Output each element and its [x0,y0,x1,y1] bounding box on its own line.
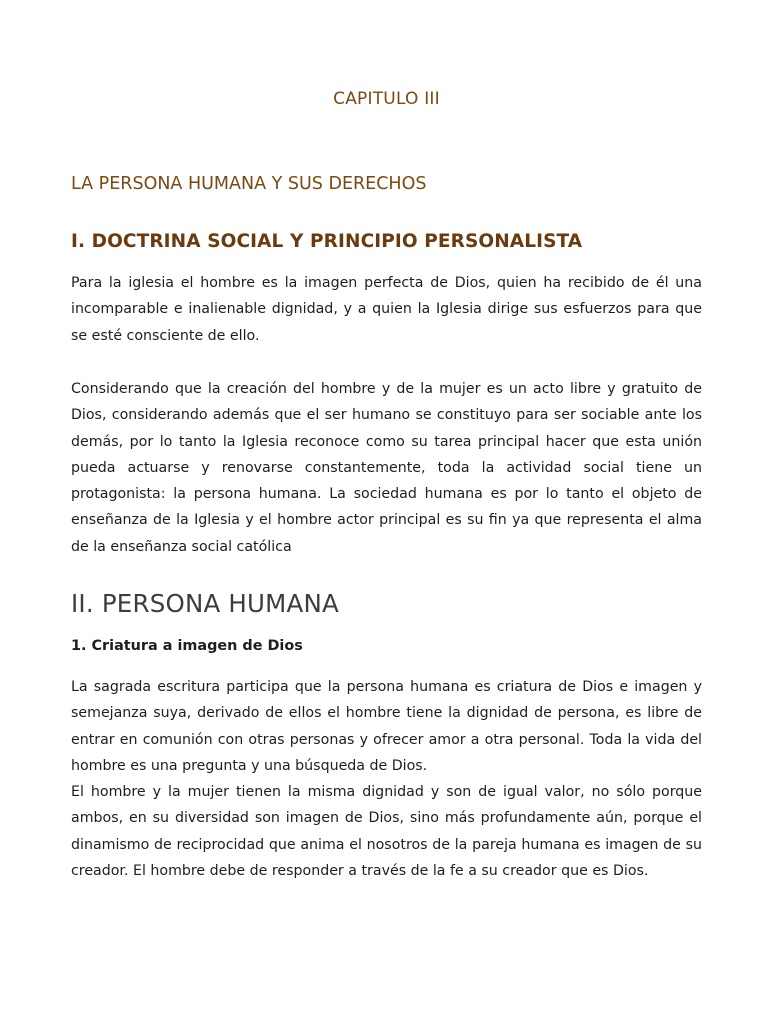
paragraph: Considerando que la creación del hombre y de la mujer es un acto libre y gratuito de Dios, considerando además que el ser humano se constituyo para ser sociable ante los demás, por lo tanto la Iglesia reconoce como su tarea principal hacer que esta unión pueda actuarse y renovarse constantemente, toda la actividad social tiene un protagonista: la persona humana. La sociedad humana es por lo tanto el objeto de enseñanza de la Iglesia y el hombre actor principal es su fin ya que representa el alma de la enseñanza social católica [71,381,702,555]
chapter-title: CAPITULO III [333,89,440,109]
paragraph: El hombre y la mujer tienen la misma dignidad y son de igual valor, no sólo porque ambos, en su diversidad son imagen de Dios, sino más profundamente aún, porque el dinamismo de reciprocidad que anima el nosotros de la pareja humana es imagen de su creador. El hombre debe de responder a través de la fe a su creador que es Dios. [71,784,702,879]
section-heading-persona-humana: II. PERSONA HUMANA [71,589,339,618]
section-heading-doctrina-social: I. DOCTRINA SOCIAL Y PRINCIPIO PERSONALISTA [71,231,583,252]
chapter-subtitle: LA PERSONA HUMANA Y SUS DERECHOS [71,174,427,194]
subsection-heading-criatura: 1. Criatura a imagen de Dios [71,638,303,654]
paragraph: Para la iglesia el hombre es la imagen perfecta de Dios, quien ha recibido de él una incomparable e inalienable dignidad, y a quien la Iglesia dirige sus esfuerzos para que se esté consciente de ello. [71,275,702,344]
paragraph: La sagrada escritura participa que la persona humana es criatura de Dios e imagen y semejanza suya, derivado de ellos el hombre tiene la dignidad de persona, es libre de entrar en comunión con otras personas y ofrecer amor a otra personal. Toda la vida del hombre es una pregunta y una búsqueda de Dios. [71,679,702,774]
